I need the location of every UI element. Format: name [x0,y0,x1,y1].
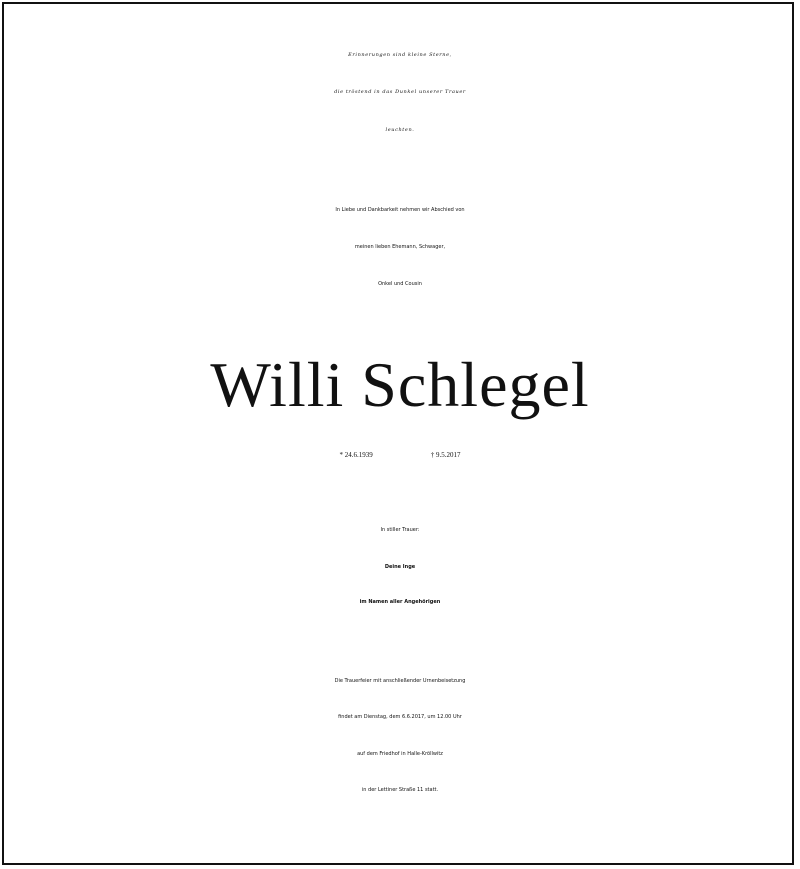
ceremony-line: findet am Dienstag, dem 6.6.2017, um 12.00 Uhr [338,714,462,720]
ceremony-line: auf dem Friedhof in Halle-Kröllwitz [357,751,443,757]
mourner-line: im Namen aller Angehörigen [359,599,441,605]
ceremony-line: Die Trauerfeier mit anschließender Urnenbeisetzung [334,678,466,684]
quote-line: die tröstend in das Dunkel unserer Trauer [334,89,466,95]
intro-line: meinen lieben Ehemann, Schwager, [354,244,446,250]
quote-line: leuchten. [385,127,415,133]
ceremony-line: in der Lettiner Straße 11 statt. [361,787,439,793]
birth-date: * 24.6.1939 [339,451,373,459]
deceased-name: Willi Schlegel [210,349,590,420]
mourners-heading: In stiller Trauer: [380,527,420,533]
quote-line: Erinnerungen sind kleine Sterne, [348,52,452,58]
death-date: † 9.5.2017 [430,451,461,459]
intro-line: Onkel und Cousin [378,281,422,287]
mourner-line: Deine Inge [384,564,416,570]
life-dates [0,451,800,459]
intro-line: In Liebe und Dankbarkeit nehmen wir Abschied von [335,207,465,213]
